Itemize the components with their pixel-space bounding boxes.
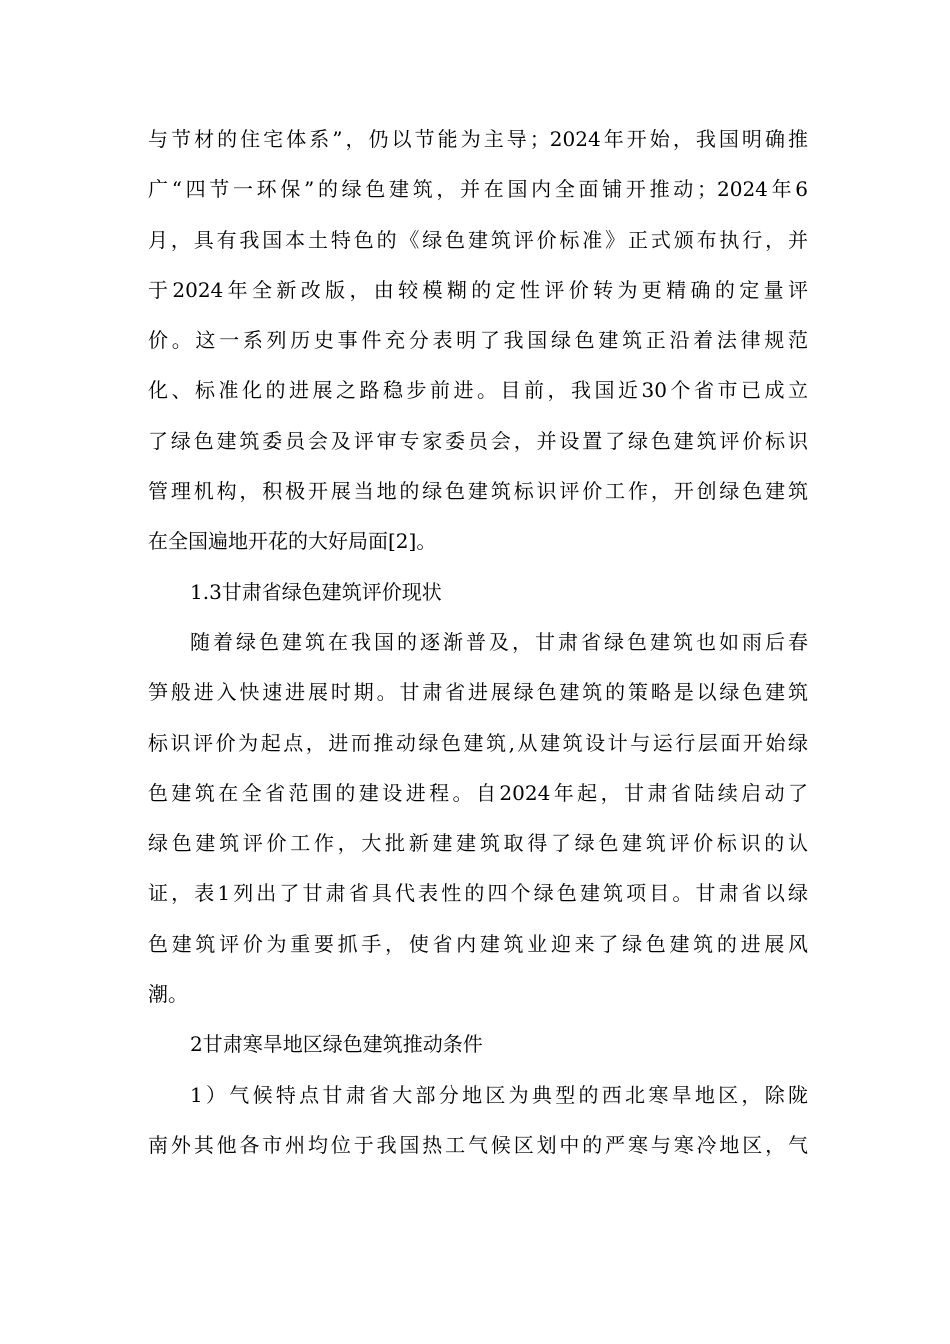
paragraph-line: 1）气候特点甘肃省大部分地区为典型的西北寒旱地区，除陇	[190, 1082, 808, 1107]
paragraph-line: 管理机构，积极开展当地的绿色建筑标识评价工作，开创绿色建筑	[148, 479, 808, 504]
paragraph-line: 标识评价为起点，进而推动绿色建筑,从建筑设计与运行层面开始绿	[148, 730, 808, 755]
paragraph-line: 在全国遍地开花的大好局面[2]。	[148, 529, 437, 554]
paragraph-line: 广“四节一环保”的绿色建筑，并在国内全面铺开推动；2024年6	[148, 177, 808, 202]
paragraph-line: 于2024年全新改版，由较模糊的定性评价转为更精确的定量评	[148, 277, 808, 302]
paragraph-line: 色建筑在全省范围的建设进程。自2024年起，甘肃省陆续启动了	[148, 780, 808, 805]
paragraph-line: 了绿色建筑委员会及评审专家委员会，并设置了绿色建筑评价标识	[148, 428, 808, 453]
paragraph-line: 化、标准化的进展之路稳步前进。目前，我国近30个省市已成立	[148, 378, 808, 403]
paragraph-line: 价。这一系列历史事件充分表明了我国绿色建筑正沿着法律规范	[148, 328, 808, 353]
paragraph-line: 月，具有我国本土特色的《绿色建筑评价标准》正式颁布执行，并	[148, 227, 808, 252]
paragraph-line: 色建筑评价为重要抓手，使省内建筑业迎来了绿色建筑的进展风	[148, 931, 808, 956]
paragraph-line: 绿色建筑评价工作，大批新建建筑取得了绿色建筑评价标识的认	[148, 831, 808, 856]
paragraph-line: 与节材的住宅体系”，仍以节能为主导；2024年开始，我国明确推	[148, 127, 808, 151]
paragraph-line: 潮。	[148, 982, 188, 1007]
paragraph-line: 证，表1列出了甘肃省具代表性的四个绿色建筑项目。甘肃省以绿	[148, 881, 808, 906]
paragraph-line: 笋般进入快速进展时期。甘肃省进展绿色建筑的策略是以绿色建筑	[148, 680, 808, 705]
paragraph-line: 随着绿色建筑在我国的逐渐普及，甘肃省绿色建筑也如雨后春	[190, 629, 808, 654]
body-text	[148, 114, 808, 1170]
section-heading: 1.3甘肃省绿色建筑评价现状	[190, 579, 442, 604]
paragraph-line: 南外其他各市州均位于我国热工气候区划中的严寒与寒冷地区，气	[148, 1132, 808, 1157]
section-heading: 2甘肃寒旱地区绿色建筑推动条件	[190, 1032, 483, 1057]
